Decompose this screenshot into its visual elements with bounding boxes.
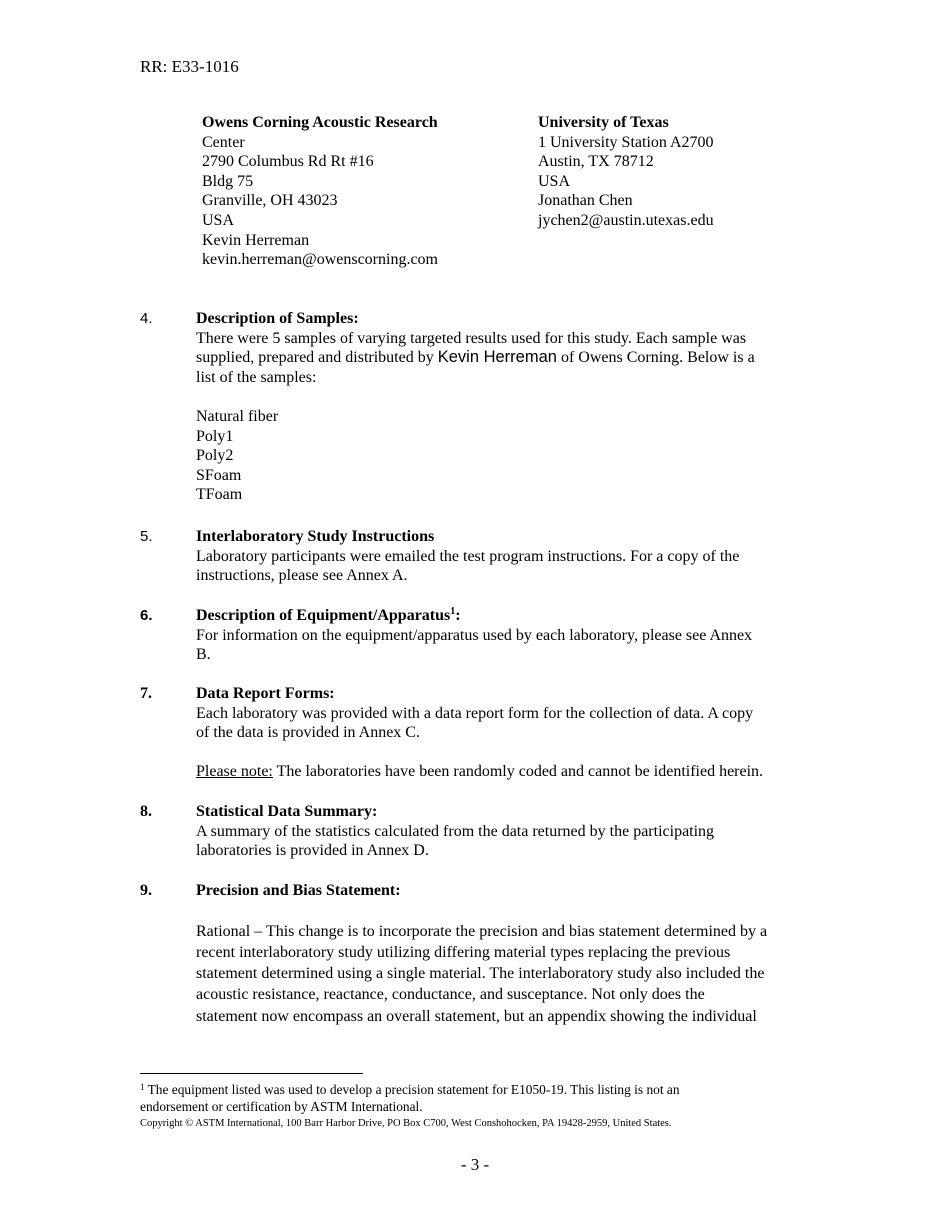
paragraph-line: A summary of the statistics calculated from the data returned by the participating <box>196 822 715 840</box>
paragraph-line: laboratories is provided in Annex D. <box>196 842 429 860</box>
address-line: USA <box>202 211 235 229</box>
address-block-university-of-texas <box>538 113 838 231</box>
address-line: Owens Corning Acoustic Research <box>202 114 438 131</box>
section-title: Precision and Bias Statement: <box>196 882 401 899</box>
sample-item: Poly1 <box>196 427 234 445</box>
address-line: University of Texas <box>538 114 669 131</box>
footnote-marker: 1 <box>140 1082 145 1092</box>
section-number: 9. <box>140 882 152 899</box>
paragraph-line: For information on the equipment/apparatus used by each laboratory, please see Annex <box>196 626 753 644</box>
footnote: $^1$ The equipment listed was used to develop a precision statement for E1050-19. This listing is not an endorsement or certification by ASTM International. <box>140 1081 800 1115</box>
paragraph-line: statement determined using a single material. The interlaboratory study also included the <box>196 965 765 983</box>
paragraph-line: recent interlaboratory study utilizing differing material types replacing the previous <box>196 943 731 961</box>
sample-item: Natural fiber <box>196 407 279 425</box>
paragraph-line: B. <box>196 646 211 664</box>
section-number: 7. <box>140 685 152 702</box>
paragraph-line: Each laboratory was provided with a data report form for the collection of data. A copy <box>196 704 754 722</box>
address-line: 1 University Station A2700 <box>538 133 714 151</box>
contact-name: Kevin Herreman <box>202 231 310 249</box>
paragraph-line: There were 5 samples of varying targeted results used for this study. Each sample was <box>196 329 747 347</box>
section-title: Interlaboratory Study Instructions <box>196 528 435 545</box>
address-line: Austin, TX 78712 <box>538 153 654 171</box>
contact-email: kevin.herreman@owenscorning.com <box>202 251 438 269</box>
section-title: Statistical Data Summary: <box>196 803 378 820</box>
address-line: 2790 Columbus Rd Rt #16 <box>202 153 374 171</box>
address-line: Bldg 75 <box>202 172 254 190</box>
section-number: 4. <box>140 310 153 327</box>
page-number: - 3 - <box>460 1155 490 1174</box>
section-title: Data Report Forms: <box>196 685 335 702</box>
contact-email: jychen2@austin.utexas.edu <box>538 211 714 229</box>
section-number: 6. <box>140 607 153 624</box>
section-title: Description of Samples: <box>196 310 359 327</box>
footnote-reference: 1 <box>450 606 456 617</box>
paragraph-line: list of the samples: <box>196 368 317 386</box>
sample-item: SFoam <box>196 466 242 484</box>
paragraph-line: statement now encompass an overall statement, but an appendix showing the individual <box>196 1007 757 1025</box>
paragraph-line: supplied, prepared and distributed by Kevin Herreman of Owens Corning. Below is a <box>196 348 755 367</box>
person-name: Kevin Herreman <box>437 348 557 367</box>
sample-item: TFoam <box>196 486 243 504</box>
footnote-line: endorsement or certification by ASTM International. <box>140 1099 423 1114</box>
section-number: 5. <box>140 528 153 545</box>
paragraph-line: Rational – This change is to incorporate the precision and bias statement determined by a <box>196 922 768 940</box>
paragraph-line: instructions, please see Annex A. <box>196 567 408 585</box>
section-number: 8. <box>140 803 152 820</box>
contact-name: Jonathan Chen <box>538 192 633 210</box>
copyright-notice: Copyright © ASTM International, 100 Barr Harbor Drive, PO Box C700, West Conshohocken, PA 19428-2959, United States. <box>140 1118 672 1129</box>
paragraph-line: acoustic resistance, reactance, conductance, and susceptance. Not only does the <box>196 986 705 1004</box>
address-block-owens-corning <box>202 113 502 270</box>
paragraph-line: of the data is provided in Annex C. <box>196 724 420 742</box>
paragraph-line: Laboratory participants were emailed the test program instructions. For a copy of the <box>196 547 740 565</box>
note-line: Please note: The laboratories have been randomly coded and cannot be identified herein. <box>196 763 764 781</box>
address-line: USA <box>538 172 571 190</box>
report-id: RR: E33-1016 <box>140 57 239 76</box>
address-line: Granville, OH 43023 <box>202 192 338 210</box>
sample-item: Poly2 <box>196 447 234 465</box>
section-title: Description of Equipment/Apparatus$^1$: <box>196 606 461 624</box>
address-line: Center <box>202 133 245 151</box>
note-label: Please note: <box>196 763 273 781</box>
footnote-separator <box>140 1073 363 1074</box>
